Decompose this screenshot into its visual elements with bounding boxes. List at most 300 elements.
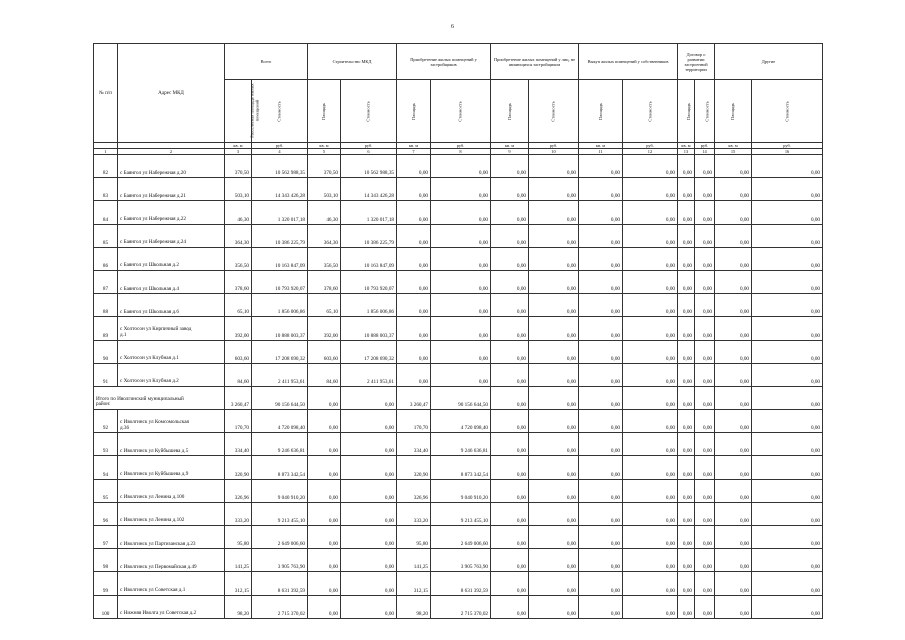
header-sub-cost: Стоимость — [623, 80, 678, 143]
unit-cell: руб. — [341, 143, 397, 149]
address-cell — [118, 224, 225, 247]
area-cell: 0,00 — [491, 456, 529, 479]
cost-cell: 0,00 — [695, 294, 715, 317]
area-cell: 0,00 — [678, 386, 695, 409]
cost-cell: 0,00 — [623, 433, 678, 456]
area-cell: 0,00 — [678, 410, 695, 433]
row-number: 100 — [94, 595, 118, 618]
area-cell: 0,00 — [308, 595, 341, 618]
row-number: 99 — [94, 572, 118, 595]
cost-cell: 0,00 — [529, 386, 579, 409]
column-number: 13 — [678, 149, 695, 155]
area-cell: 0,00 — [678, 595, 695, 618]
area-cell: 0,00 — [678, 247, 695, 270]
cost-cell: 0,00 — [623, 340, 678, 363]
area-cell: 0,00 — [715, 201, 752, 224]
area-cell: 0,00 — [678, 526, 695, 549]
header-group-nondeveloper-purchase: Приобретение жилых помещений у лиц, не являющихся застройщиком — [491, 44, 579, 80]
area-cell: 0,00 — [715, 178, 752, 201]
area-cell: 0,00 — [579, 247, 623, 270]
column-number: 5 — [308, 149, 341, 155]
area-cell: 0,00 — [678, 224, 695, 247]
column-number: 9 — [491, 149, 529, 155]
table-row — [94, 270, 823, 293]
cost-cell: 0,00 — [341, 526, 397, 549]
header-sub-cost: Стоимость — [431, 80, 491, 143]
area-cell: 0,00 — [308, 479, 341, 502]
cost-cell: 0,00 — [529, 340, 579, 363]
area-cell: 0,00 — [308, 526, 341, 549]
area-cell: 356,50 — [308, 247, 341, 270]
header-num: № п/п — [94, 44, 118, 143]
address-cell — [118, 178, 225, 201]
header-row-groups — [94, 44, 823, 80]
cost-cell: 1 856 006,86 — [252, 294, 308, 317]
cost-cell: 0,00 — [695, 456, 715, 479]
cost-cell: 0,00 — [752, 224, 823, 247]
area-cell: 0,00 — [715, 155, 752, 178]
area-cell: 0,00 — [579, 155, 623, 178]
area-cell: 65,10 — [225, 294, 252, 317]
area-cell: 0,00 — [579, 224, 623, 247]
cost-cell: 0,00 — [341, 456, 397, 479]
area-cell: 503,10 — [225, 178, 252, 201]
address-line: с Баянгол ул Набережная д.24 — [120, 239, 186, 246]
cost-cell: 0,00 — [752, 410, 823, 433]
cost-cell: 0,00 — [752, 502, 823, 525]
area-cell: 0,00 — [491, 247, 529, 270]
area-cell: 0,00 — [579, 549, 623, 572]
cost-cell: 0,00 — [695, 363, 715, 386]
area-cell: 0,00 — [397, 178, 431, 201]
area-cell: 0,00 — [715, 549, 752, 572]
table-row — [94, 526, 823, 549]
area-cell: 0,00 — [308, 502, 341, 525]
cost-cell: 0,00 — [752, 178, 823, 201]
area-cell: 3 260,47 — [225, 386, 252, 409]
area-cell: 141,25 — [397, 549, 431, 572]
address-line: с Иволгинск ул Куйбышева д.5 — [120, 447, 189, 454]
cost-cell: 0,00 — [752, 294, 823, 317]
area-cell: 0,00 — [579, 410, 623, 433]
area-cell: 84,60 — [308, 363, 341, 386]
address-line: с Иволгинск ул Куйбышева д.9 — [120, 471, 189, 478]
row-number: 87 — [94, 270, 118, 293]
area-cell: 46,30 — [225, 201, 252, 224]
table-row-subtotal — [94, 386, 823, 409]
area-cell: 378,60 — [225, 270, 252, 293]
area-cell: 333,20 — [225, 502, 252, 525]
address-line: с Баянгол ул Школьная д.4 — [120, 285, 179, 292]
cost-cell: 0,00 — [431, 178, 491, 201]
table-row — [94, 549, 823, 572]
table-row — [94, 433, 823, 456]
cost-cell: 0,00 — [695, 433, 715, 456]
address-cell — [118, 201, 225, 224]
row-number: 82 — [94, 155, 118, 178]
row-number: 83 — [94, 178, 118, 201]
header-group-construction: Строительство МКД — [308, 44, 397, 80]
area-cell: 0,00 — [678, 363, 695, 386]
unit-cell: кв. м — [579, 143, 623, 149]
address-line: д.36 — [120, 424, 130, 431]
area-cell: 0,00 — [491, 294, 529, 317]
unit-cell: кв. м — [225, 143, 252, 149]
row-number: 97 — [94, 526, 118, 549]
area-cell: 65,10 — [308, 294, 341, 317]
cost-cell: 0,00 — [752, 201, 823, 224]
address-line: с Иволгинск ул Ленина д.102 — [120, 517, 185, 524]
area-cell: 0,00 — [715, 502, 752, 525]
area-cell: 0,00 — [491, 317, 529, 340]
area-cell: 95,80 — [225, 526, 252, 549]
area-cell: 0,00 — [491, 526, 529, 549]
area-cell: 0,00 — [678, 456, 695, 479]
area-cell: 0,00 — [491, 572, 529, 595]
cost-cell: 0,00 — [623, 456, 678, 479]
area-cell: 0,00 — [491, 549, 529, 572]
area-cell: 0,00 — [678, 479, 695, 502]
cost-cell: 10 163 847,09 — [252, 247, 308, 270]
cost-cell: 0,00 — [623, 572, 678, 595]
table-row — [94, 155, 823, 178]
cost-cell: 0,00 — [695, 201, 715, 224]
cost-cell: 0,00 — [529, 155, 579, 178]
address-cell — [118, 363, 225, 386]
table-row — [94, 317, 823, 340]
cost-cell: 0,00 — [431, 363, 491, 386]
cost-cell: 3 905 763,90 — [431, 549, 491, 572]
row-number: 95 — [94, 479, 118, 502]
address-cell — [118, 595, 225, 618]
area-cell: 0,00 — [579, 479, 623, 502]
column-number: 1 — [94, 149, 118, 155]
cost-cell: 0,00 — [623, 595, 678, 618]
cost-cell: 0,00 — [752, 479, 823, 502]
column-number: 10 — [529, 149, 579, 155]
header-sub-area: Площадь — [579, 80, 623, 143]
address-cell — [118, 247, 225, 270]
cost-cell: 2 411 953,61 — [252, 363, 308, 386]
cost-cell: 8 873 342,54 — [252, 456, 308, 479]
area-cell: 0,00 — [678, 549, 695, 572]
cost-cell: 0,00 — [431, 294, 491, 317]
unit-cell: руб. — [695, 143, 715, 149]
header-group-owner-buyout: Выкуп жилых помещений у собственников — [579, 44, 678, 80]
address-cell — [118, 526, 225, 549]
header-sub-cost: Стоимость — [341, 80, 397, 143]
cost-cell: 9 213 455,10 — [431, 502, 491, 525]
area-cell: 0,00 — [579, 201, 623, 224]
area-cell: 312,15 — [225, 572, 252, 595]
cost-cell: 14 343 426,28 — [252, 178, 308, 201]
table-row — [94, 410, 823, 433]
area-cell: 0,00 — [308, 433, 341, 456]
address-line: с Баянгол ул Набережная д.21 — [120, 192, 186, 199]
cost-cell: 17 208 690,32 — [341, 340, 397, 363]
area-cell: 0,00 — [579, 526, 623, 549]
table-row — [94, 456, 823, 479]
area-cell: 0,00 — [308, 410, 341, 433]
cost-cell: 1 320 017,18 — [252, 201, 308, 224]
area-cell: 0,00 — [715, 340, 752, 363]
header-sub-area: Площадь — [715, 80, 752, 143]
cost-cell: 0,00 — [529, 410, 579, 433]
cost-cell: 0,00 — [752, 340, 823, 363]
address-line: с Иволгинск ул Ленина д.100 — [120, 494, 185, 501]
area-cell: 0,00 — [397, 224, 431, 247]
address-line: с Баянгол ул Набережная д.20 — [120, 169, 186, 176]
unit-cell: кв. м — [397, 143, 431, 149]
area-cell: 98,20 — [397, 595, 431, 618]
unit-cell: руб. — [431, 143, 491, 149]
area-cell: 0,00 — [579, 363, 623, 386]
area-cell: 46,30 — [308, 201, 341, 224]
cost-cell: 0,00 — [529, 363, 579, 386]
cost-cell: 0,00 — [623, 479, 678, 502]
area-cell: 392,00 — [225, 317, 252, 340]
cost-cell: 0,00 — [695, 247, 715, 270]
area-cell: 0,00 — [491, 595, 529, 618]
cost-cell: 0,00 — [623, 549, 678, 572]
cost-cell: 0,00 — [752, 456, 823, 479]
address-line: с Иволгинск ул Советская д.1 — [120, 586, 186, 593]
cost-cell: 10 793 920,07 — [252, 270, 308, 293]
area-cell: 356,50 — [225, 247, 252, 270]
row-number: 98 — [94, 549, 118, 572]
unit-cell: руб. — [752, 143, 823, 149]
cost-cell: 90 156 644,50 — [252, 386, 308, 409]
table-row — [94, 502, 823, 525]
cost-cell: 3 905 763,90 — [252, 549, 308, 572]
header-sub-cost-total: Стоимость — [252, 80, 308, 143]
cost-cell: 10 163 847,09 — [341, 247, 397, 270]
column-number: 3 — [225, 149, 252, 155]
cost-cell: 0,00 — [752, 155, 823, 178]
table-row — [94, 363, 823, 386]
cost-cell: 0,00 — [431, 317, 491, 340]
area-cell: 0,00 — [491, 224, 529, 247]
cost-cell: 0,00 — [341, 595, 397, 618]
area-cell: 3 260,47 — [397, 386, 431, 409]
table-row — [94, 572, 823, 595]
area-cell: 0,00 — [715, 386, 752, 409]
area-cell: 0,00 — [715, 317, 752, 340]
cost-cell: 0,00 — [695, 526, 715, 549]
cost-cell: 0,00 — [341, 572, 397, 595]
row-number: 85 — [94, 224, 118, 247]
cost-cell: 0,00 — [529, 456, 579, 479]
cost-cell: 0,00 — [529, 526, 579, 549]
area-cell: 370,50 — [225, 155, 252, 178]
unit-cell: руб. — [529, 143, 579, 149]
cost-cell: 0,00 — [695, 410, 715, 433]
address-line: с Баянгол ул Набережная д.22 — [120, 215, 186, 222]
cost-cell: 0,00 — [695, 595, 715, 618]
area-cell: 0,00 — [579, 595, 623, 618]
cost-cell: 0,00 — [529, 549, 579, 572]
cost-cell: 0,00 — [695, 340, 715, 363]
cost-cell: 10 562 988,35 — [252, 155, 308, 178]
area-cell: 0,00 — [308, 549, 341, 572]
cost-cell: 0,00 — [529, 224, 579, 247]
area-cell: 392,00 — [308, 317, 341, 340]
area-cell: 378,60 — [308, 270, 341, 293]
address-line: с Баянгол ул Школьная д.6 — [120, 308, 179, 315]
area-cell: 0,00 — [397, 340, 431, 363]
cost-cell: 0,00 — [695, 224, 715, 247]
table-row — [94, 595, 823, 618]
cost-cell: 0,00 — [431, 155, 491, 178]
cost-cell: 0,00 — [623, 224, 678, 247]
header-sub-area: Площадь — [308, 80, 341, 143]
row-number: 92 — [94, 410, 118, 433]
area-cell: 326,96 — [225, 479, 252, 502]
subtotal-label — [94, 386, 225, 409]
area-cell: 0,00 — [579, 572, 623, 595]
unit-cell: руб. — [623, 143, 678, 149]
cost-cell: 14 343 426,28 — [341, 178, 397, 201]
header-address: Адрес МКД — [118, 44, 225, 143]
cost-cell: 0,00 — [529, 294, 579, 317]
table-row — [94, 247, 823, 270]
row-number: 93 — [94, 433, 118, 456]
cost-cell: 10 562 988,35 — [341, 155, 397, 178]
area-cell: 333,20 — [397, 502, 431, 525]
cost-cell: 0,00 — [752, 363, 823, 386]
cost-cell: 0,00 — [529, 433, 579, 456]
area-cell: 0,00 — [715, 270, 752, 293]
area-cell: 0,00 — [579, 386, 623, 409]
column-number: 16 — [752, 149, 823, 155]
header-group-total: Всего — [225, 44, 308, 80]
area-cell: 170,70 — [225, 410, 252, 433]
cost-cell: 0,00 — [695, 155, 715, 178]
cost-cell: 10 888 003,37 — [341, 317, 397, 340]
cost-cell: 10 386 225,79 — [252, 224, 308, 247]
area-cell: 0,00 — [715, 479, 752, 502]
cost-cell: 2 715 370,02 — [431, 595, 491, 618]
unit-cell: кв. м — [491, 143, 529, 149]
cost-cell: 0,00 — [529, 247, 579, 270]
area-cell: 0,00 — [491, 386, 529, 409]
area-cell: 0,00 — [715, 526, 752, 549]
cost-cell: 0,00 — [431, 224, 491, 247]
area-cell: 0,00 — [678, 340, 695, 363]
area-cell: 0,00 — [397, 317, 431, 340]
row-number: 86 — [94, 247, 118, 270]
unit-cell: кв. м — [715, 143, 752, 149]
area-cell: 603,60 — [308, 340, 341, 363]
area-cell: 0,00 — [715, 433, 752, 456]
address-cell — [118, 340, 225, 363]
address-cell — [118, 317, 225, 340]
area-cell: 0,00 — [491, 502, 529, 525]
area-cell: 0,00 — [308, 386, 341, 409]
area-cell: 0,00 — [579, 456, 623, 479]
cost-cell: 0,00 — [623, 294, 678, 317]
address-line: с Холтосон ул Клубная д.2 — [120, 378, 179, 385]
cost-cell: 10 386 225,79 — [341, 224, 397, 247]
cost-cell: 0,00 — [695, 479, 715, 502]
address-cell — [118, 294, 225, 317]
cost-cell: 0,00 — [431, 270, 491, 293]
cost-cell: 17 208 690,32 — [252, 340, 308, 363]
area-cell: 170,70 — [397, 410, 431, 433]
cost-cell: 0,00 — [529, 595, 579, 618]
cost-cell: 0,00 — [529, 178, 579, 201]
cost-cell: 0,00 — [623, 178, 678, 201]
area-cell: 0,00 — [397, 201, 431, 224]
area-cell: 0,00 — [715, 572, 752, 595]
header-sub-cost: Стоимость — [695, 80, 715, 143]
cost-cell: 0,00 — [623, 386, 678, 409]
area-cell: 95,80 — [397, 526, 431, 549]
cost-cell: 0,00 — [431, 247, 491, 270]
cost-cell: 2 411 953,61 — [341, 363, 397, 386]
row-number: 84 — [94, 201, 118, 224]
header-sub-area: Площадь — [678, 80, 695, 143]
address-cell — [118, 549, 225, 572]
header-sub-area-total: Расселяемая площадь жилых помещений — [225, 80, 252, 143]
area-cell: 0,00 — [678, 201, 695, 224]
cost-cell: 0,00 — [529, 572, 579, 595]
area-cell: 0,00 — [579, 502, 623, 525]
cost-cell: 0,00 — [695, 317, 715, 340]
row-number: 96 — [94, 502, 118, 525]
table-row — [94, 178, 823, 201]
cost-cell: 8 873 342,54 — [431, 456, 491, 479]
area-cell: 0,00 — [491, 363, 529, 386]
table-body — [94, 155, 823, 619]
area-cell: 0,00 — [715, 294, 752, 317]
cost-cell: 0,00 — [529, 479, 579, 502]
cost-cell: 0,00 — [529, 270, 579, 293]
address-cell — [118, 410, 225, 433]
table-row — [94, 340, 823, 363]
area-cell: 0,00 — [678, 317, 695, 340]
cost-cell: 0,00 — [341, 433, 397, 456]
header-sub-cost: Стоимость — [529, 80, 579, 143]
address-line: с Баянгол ул Школьная д.2 — [120, 262, 179, 269]
column-number: 14 — [695, 149, 715, 155]
cost-cell: 0,00 — [752, 247, 823, 270]
area-cell: 0,00 — [491, 433, 529, 456]
cost-cell: 0,00 — [431, 201, 491, 224]
column-number: 8 — [431, 149, 491, 155]
subtotal-label-line: Итого по Иволгинский муниципальный — [96, 395, 184, 402]
area-cell: 0,00 — [715, 363, 752, 386]
cost-cell: 1 320 017,18 — [341, 201, 397, 224]
area-cell: 503,10 — [308, 178, 341, 201]
cost-cell: 8 631 392,59 — [431, 572, 491, 595]
area-cell: 0,00 — [579, 270, 623, 293]
cost-cell: 0,00 — [695, 572, 715, 595]
area-cell: 84,60 — [225, 363, 252, 386]
address-line: с Холтосон ул Клубная д.1 — [120, 355, 179, 362]
address-line: с Холтосон ул Кирпичный завод — [120, 326, 192, 333]
cost-cell: 0,00 — [695, 270, 715, 293]
unit-cell: руб. — [252, 143, 308, 149]
area-cell: 0,00 — [678, 270, 695, 293]
cost-cell: 4 720 098,40 — [431, 410, 491, 433]
cost-cell: 0,00 — [752, 270, 823, 293]
column-number: 11 — [579, 149, 623, 155]
area-cell: 0,00 — [491, 270, 529, 293]
column-number: 2 — [118, 149, 225, 155]
area-cell: 334,40 — [225, 433, 252, 456]
column-number: 7 — [397, 149, 431, 155]
